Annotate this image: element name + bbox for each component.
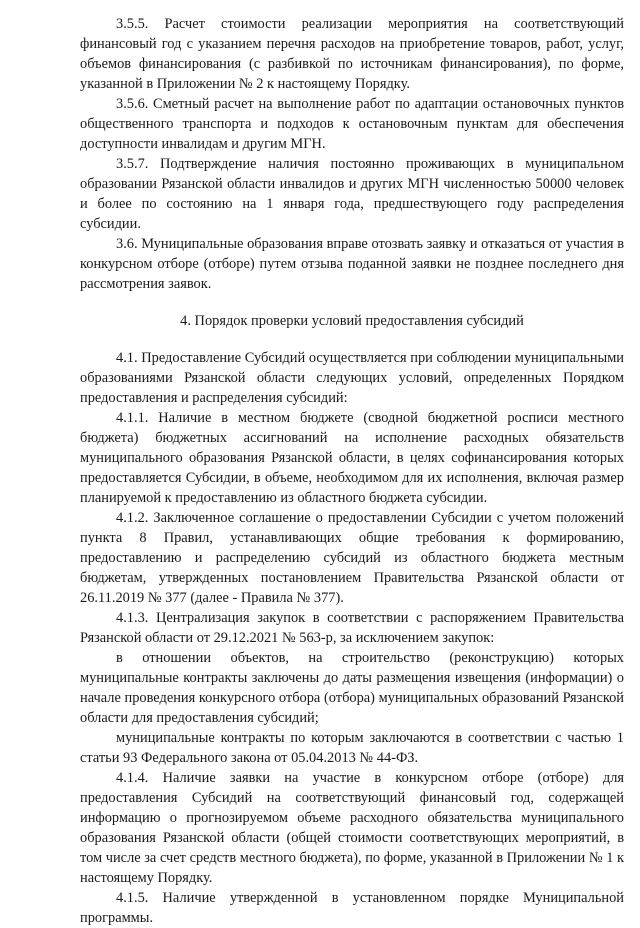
paragraph-4-1-2: 4.1.2. Заключенное соглашение о предоставлении Субсидии с учетом положений пункта 8 Правил, устанавливающих общие требования к формированию, предоставлению и распределению субсидий из областного бюджета местным бюджетам, утвержденных постановлением Правительства Рязанской области от 26.11.2019 № 377 (далее - Правила № 377).	[80, 510, 624, 606]
paragraph-3-5-7: 3.5.7. Подтверждение наличия постоянно проживающих в муниципальном образовании Рязанской области инвалидов и других МГН численностью 50000 человек и более по состоянию на 1 января года, предшествующего году распределения субсидии.	[80, 156, 624, 232]
paragraph-4-1-3-item-2: муниципальные контракты по которым заключаются в соответствии с частью 1 статьи 93 Федерального закона от 05.04.2013 № 44-ФЗ.	[80, 730, 624, 766]
paragraph-4-1-3: 4.1.3. Централизация закупок в соответствии с распоряжением Правительства Рязанской области от 29.12.2021 № 563-р, за исключением закупок:	[80, 610, 624, 646]
paragraph-3-5-5: 3.5.5. Расчет стоимости реализации мероприятия на соответствующий финансовый год с указанием перечня расходов на приобретение товаров, работ, услуг, объемов финансирования (с разбивкой по источникам финансирования), по форме, указанной в Приложении № 2 к настоящему Порядку.	[80, 16, 624, 92]
paragraph-4-1: 4.1. Предоставление Субсидий осуществляется при соблюдении муниципальными образованиями Рязанской области следующих условий, определенных Порядком предоставления и распределения субсидий:	[80, 350, 624, 406]
paragraph-3-6: 3.6. Муниципальные образования вправе отозвать заявку и отказаться от участия в конкурсном отборе (отборе) путем отзыва поданной заявки не позднее последнего дня рассмотрения заявок.	[80, 236, 624, 292]
paragraph-4-1-5: 4.1.5. Наличие утвержденной в установленном порядке Муниципальной программы.	[80, 890, 624, 926]
paragraph-4-1-3-item-1: в отношении объектов, на строительство (реконструкцию) которых муниципальные контракты заключены до даты размещения извещения (информации) о начале проведения конкурсного отбора (отбора) муниципальных образований Рязанской области для предоставления субсидий;	[80, 650, 624, 726]
paragraph-3-5-6: 3.5.6. Сметный расчет на выполнение работ по адаптации остановочных пунктов общественного транспорта и подходов к остановочным пунктам для обеспечения доступности инвалидам и другим МГН.	[80, 96, 624, 152]
section-heading: 4. Порядок проверки условий предоставления субсидий	[180, 313, 524, 329]
paragraph-4-1-1: 4.1.1. Наличие в местном бюджете (сводной бюджетной росписи местного бюджета) бюджетных ассигнований на исполнение расходных обязательств муниципального образования Рязанской области, в целях софинансирования которых предоставляется Субсидии, в объеме, необходимом для их исполнения, включая размер планируемой к предоставлению из областного бюджета субсидии.	[80, 410, 624, 506]
paragraph-4-1-4: 4.1.4. Наличие заявки на участие в конкурсном отборе (отборе) для предоставления Субсидий на соответствующий финансовый год, содержащей информацию о прогнозируемом объеме расходного обязательства муниципального образования Рязанской области (общей стоимости соответствующих мероприятий, в том числе за счет средств местного бюджета), по форме, указанной в Приложении № 1 к настоящему Порядку.	[80, 770, 624, 886]
document-page	[80, 0, 624, 928]
